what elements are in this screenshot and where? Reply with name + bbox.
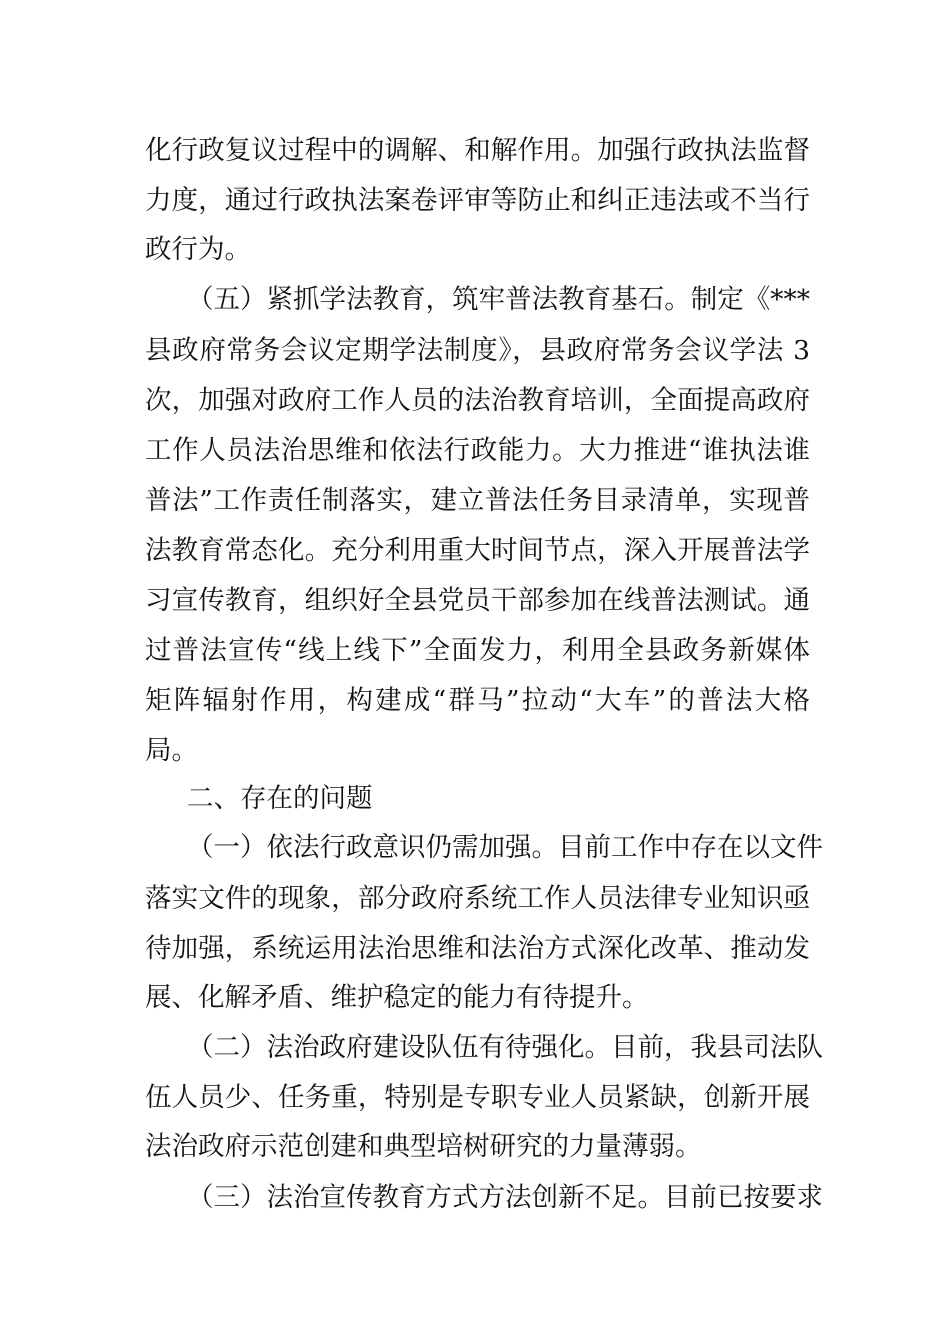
text-line: 过普法宣传“线上线下”全面发力，利用全县政务新媒体 [145,635,810,666]
text-line: 落实文件的现象，部分政府系统工作人员法律专业知识亟 [145,883,810,914]
text-line: 工作人员法治思维和依法行政能力。大力推进“谁执法谁 [145,435,810,466]
text-line: 局。 [145,735,198,766]
paragraph-heading-line: （二）法治政府建设队伍有待强化。目前，我县司法队 [187,1032,823,1063]
text-line: 待加强，系统运用法治思维和法治方式深化改革、推动发 [145,933,810,964]
text-line: 政行为。 [145,234,251,265]
text-line: 县政府常务会议定期学法制度》，县政府常务会议学法 3 [145,335,810,366]
text-line: 法治政府示范创建和典型培树研究的力量薄弱。 [145,1131,702,1162]
text-line: 伍人员少、任务重，特别是专职专业人员紧缺，创新开展 [145,1082,810,1113]
paragraph-heading-line: （一）依法行政意识仍需加强。目前工作中存在以文件 [187,832,823,863]
text-line: 法教育常态化。充分利用重大时间节点，深入开展普法学 [145,535,810,566]
text-line: 力度，通过行政执法案卷评审等防止和纠正违法或不当行 [145,185,810,216]
text-line: 展、化解矛盾、维护稳定的能力有待提升。 [145,982,649,1013]
text-line: 普法”工作责任制落实，建立普法任务目录清单，实现普 [145,485,810,516]
paragraph-heading-line: （三）法治宣传教育方式方法创新不足。目前已按要求 [187,1182,823,1213]
paragraph-heading-line: （五）紧抓学法教育，筑牢普法教育基石。制定《*** [187,284,810,315]
section-heading: 二、存在的问题 [187,783,373,814]
text-line: 次，加强对政府工作人员的法治教育培训，全面提高政府 [145,385,810,416]
text-line: 习宣传教育，组织好全县党员干部参加在线普法测试。通 [145,585,810,616]
text-line: 矩阵辐射作用，构建成“群马”拉动“大车”的普法大格 [145,685,810,716]
text-line: 化行政复议过程中的调解、和解作用。加强行政执法监督 [145,135,810,166]
